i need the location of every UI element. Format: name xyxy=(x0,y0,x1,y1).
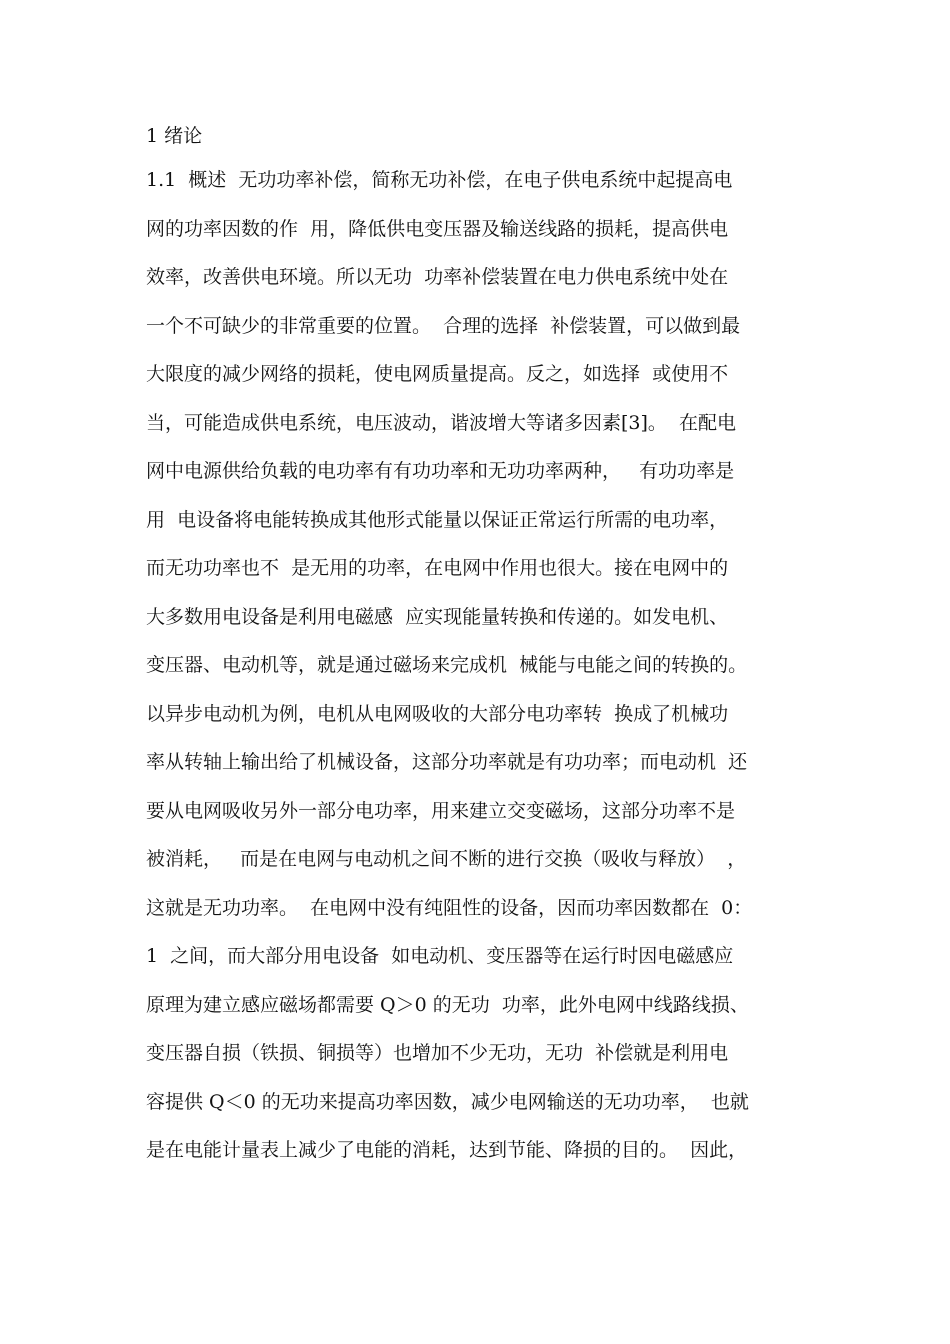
text-line: 一个不可缺少的非常重要的位置。 合理的选择 补偿装置，可以做到最 xyxy=(146,314,741,337)
text-line: 大多数用电设备是利用电磁感 应实现能量转换和传递的。如发电机、 xyxy=(146,605,729,628)
text-line: 1 之间，而大部分用电设备 如电动机、变压器等在运行时因电磁感应 xyxy=(146,945,734,967)
text-line: 网的功率因数的作 用，降低供电变压器及输送线路的损耗，提高供电 xyxy=(146,217,729,240)
section-heading: 1 绪论 xyxy=(146,125,203,147)
text-line: 率从转轴上输出给了机械设备，这部分功率就是有功功率；而电动机 还 xyxy=(146,751,748,773)
text-line: 原理为建立感应磁场都需要 Q＞0 的无功 功率，此外电网中线路线损、 xyxy=(146,993,749,1016)
text-line: 变压器自损（铁损、铜损等）也增加不少无功，无功 补偿就是利用电 xyxy=(146,1042,729,1064)
text-line: 1.1 概述 无功功率补偿，简称无功补偿，在电子供电系统中起提高电 xyxy=(146,169,733,191)
text-line: 网中电源供给负载的电功率有有功功率和无功功率两种， 有功功率是 xyxy=(146,460,735,482)
text-line: 大限度的减少网络的损耗，使电网质量提高。反之，如选择 或使用不 xyxy=(146,363,729,385)
text-line: 而无功功率也不 是无用的功率，在电网中作用也很大。接在电网中的 xyxy=(146,557,729,579)
text-line: 以异步电动机为例，电机从电网吸收的大部分电功率转 换成了机械功 xyxy=(146,702,729,725)
text-line: 变压器、电动机等，就是通过磁场来完成机 械能与电能之间的转换的。 xyxy=(146,654,748,676)
text-line: 容提供 Q＜0 的无功来提高功率因数，减少电网输送的无功功率， 也就 xyxy=(146,1090,749,1113)
text-line: 这就是无功功率。 在电网中没有纯阻性的设备，因而功率因数都在 0： xyxy=(146,896,753,919)
text-line: 要从电网吸收另外一部分电功率，用来建立交变磁场，这部分功率不是 xyxy=(146,799,736,822)
text-line: 效率，改善供电环境。所以无功 功率补偿装置在电力供电系统中处在 xyxy=(146,266,729,288)
text-line: 当，可能造成供电系统，电压波动，谐波增大等诸多因素[3]。 在配电 xyxy=(146,411,736,434)
text-line: 是在电能计量表上减少了电能的消耗，达到节能、降损的目的。 因此， xyxy=(146,1139,748,1161)
text-line: 用 电设备将电能转换成其他形式能量以保证正常运行所需的电功率， xyxy=(146,508,729,531)
text-line: 被消耗， 而是在电网与电动机之间不断的进行交换（吸收与释放） ， xyxy=(146,848,747,870)
body-paragraph xyxy=(146,165,826,1184)
